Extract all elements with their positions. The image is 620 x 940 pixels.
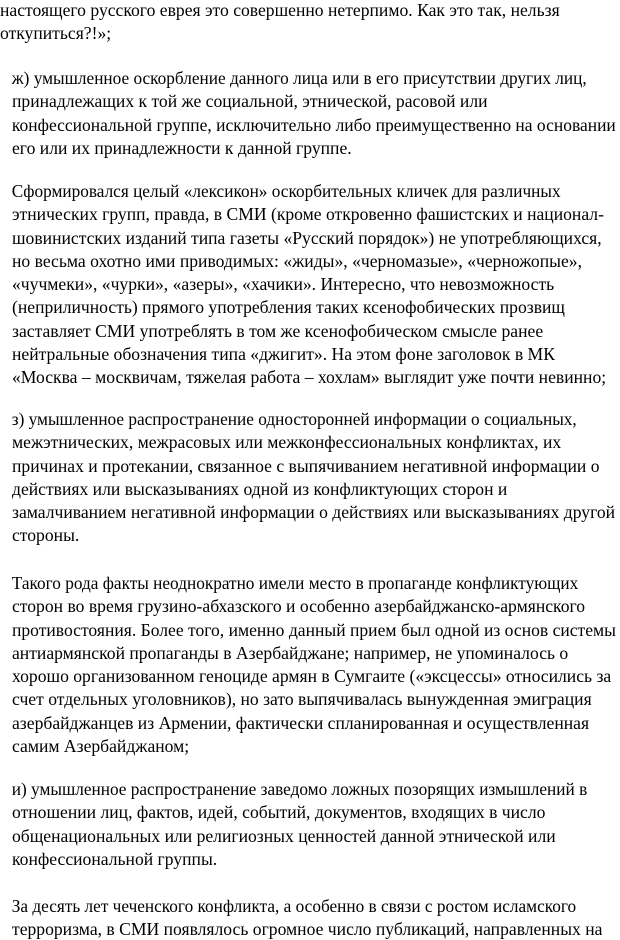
text-line: замалчиванием негативной информации о действиях или высказываниях другой	[12, 502, 616, 523]
text-line: з) умышленное распространение односторонней информации о социальных,	[11, 409, 577, 429]
text-line: но весьма охотно ими приводимых: «жиды», «черномазые», «черножопые»,	[12, 250, 582, 271]
text-line: настоящего русского еврея это совершенно нетерпимо. Как это так, нельзя	[0, 0, 560, 20]
text-line: его или их принадлежности к данной группе.	[12, 137, 352, 158]
text-line: межэтнических, межрасовых или межконфессиональных конфликтах, их	[12, 432, 562, 453]
paragraph-item-zh	[0, 67, 616, 160]
text-line: антиармянской пропаганды в Азербайджане; например, не упоминалось о	[12, 642, 569, 663]
text-line: Сформировался целый «лексикон» оскорбительных кличек для различных	[11, 181, 561, 201]
text-line: Такого рода факты неоднократно имели место в пропаганде конфликтующих	[11, 573, 579, 593]
text-line: противостояния. Более того, именно данный прием был одной из основ системы	[11, 619, 616, 640]
text-line: нейтральные обозначения типа «джигит». На этом фоне заголовок в МК	[12, 344, 555, 365]
text-line: принадлежащих к той же социальной, этнической, расовой или	[12, 91, 488, 112]
text-line: «чучмеки», «чурки», «азеры», «хачики». Интересно, что невозможность	[12, 274, 555, 295]
text-line: сторон во время грузино-абхазского и особенно азербайджанско-армянского	[12, 596, 586, 617]
text-line: счет отдельных уголовников), но зато выпячивалась вынужденная эмиграция	[12, 689, 592, 710]
text-line: конфессиональной группе, исключительно либо преимущественно на основании	[11, 114, 616, 135]
paragraph-lexicon	[0, 180, 616, 390]
text-line: самим Азербайджаном;	[12, 736, 190, 757]
text-line: За десять лет чеченского конфликта, а особенно в связи с ростом исламского	[11, 896, 577, 916]
paragraph-chechen	[0, 895, 616, 940]
text-line: заставляет СМИ употреблять в том же ксенофобическом смысле ранее	[12, 320, 544, 341]
text-line: стороны.	[12, 525, 80, 546]
text-line: откупиться?!»;	[0, 23, 112, 44]
text-line: действиях или высказываниях одной из конфликтующих сторон и	[12, 478, 508, 499]
text-line: ж) умышленное оскорбление данного лица или в его присутствии других лиц,	[11, 68, 587, 88]
text-line: отношении лиц, фактов, идей, событий, документов, входящих в число	[12, 802, 546, 823]
paragraph-continuation	[0, 0, 616, 46]
text-line: этнических групп, правда, в СМИ (кроме откровенно фашистских и национал-	[12, 204, 604, 225]
paragraph-facts	[0, 572, 616, 758]
text-line: терроризма, в СМИ появлялось огромное число публикаций, направленных на	[12, 919, 603, 940]
text-line: и) умышленное распространение заведомо ложных позорящих измышлений в	[11, 779, 588, 799]
text-line: причинах и протекании, связанное с выпячиванием негативной информации о	[12, 455, 600, 476]
text-line: общенациональных или религиозных ценностей данной этнической или	[12, 825, 556, 846]
paragraph-item-i	[0, 778, 616, 871]
paragraph-item-z	[0, 408, 616, 548]
text-line: шовинистских изданий типа газеты «Русский порядок») не употребляющихся,	[12, 227, 602, 248]
text-line: азербайджанцев из Армении, фактически спланированная и осуществленная	[12, 712, 590, 733]
text-line: «Москва – москвичам, тяжелая работа – хохлам» выглядит уже почти невинно;	[12, 367, 607, 388]
text-line: (неприличность) прямого употребления таких ксенофобических прозвищ	[12, 297, 565, 318]
text-line: хорошо организованном геноциде армян в Сумгаите («эксцессы» относились за	[12, 666, 612, 687]
text-line: конфессиональной группы.	[12, 848, 218, 869]
